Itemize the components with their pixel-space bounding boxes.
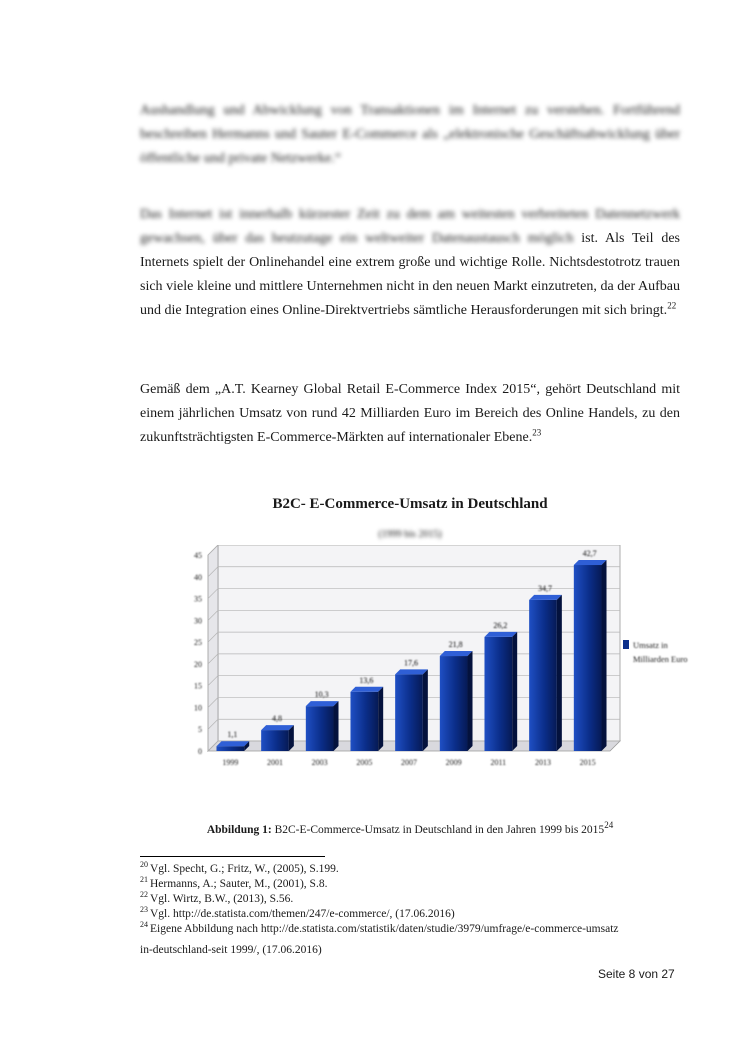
bar-side	[378, 687, 383, 751]
y-tick-label: 20	[194, 659, 202, 669]
y-tick-label: 25	[194, 638, 202, 648]
footnote-number: 22	[140, 890, 148, 900]
footnote-number: 21	[140, 875, 148, 885]
paragraph-text: Gemäß dem „A.T. Kearney Global Retail E-Commerce Index 2015“, gehört Deutschland mit einem jährlichen Umsatz von rund 42 Milliarden Euro im Bereich des Online Handels, zu den zukunftsträchtigsten E-Commerce-Märkten auf internationaler Ebene.	[140, 382, 680, 445]
y-tick-label: 0	[198, 747, 202, 756]
x-tick-label: 2009	[445, 758, 462, 767]
paragraph-transaction-definition	[140, 99, 680, 171]
x-tick-label: 2015	[579, 758, 596, 767]
x-tick-label: 2007	[401, 758, 417, 767]
y-tick-label: 45	[194, 551, 202, 560]
bar-front	[350, 692, 378, 751]
x-tick-label: 2001	[267, 758, 283, 767]
legend-swatch	[623, 640, 629, 649]
footnote-number: 23	[140, 905, 148, 915]
bar-chart	[170, 545, 720, 785]
x-tick-label: 2003	[311, 758, 328, 767]
paragraph-text: Aushandlung und Abwicklung von Transaktionen im Internet zu verstehen. Fortführend beschreiben Hermanns und Sauter E-Commerce als „elektronische Geschäftsabwicklung über öffentliche und private Netzwerke.“	[140, 103, 680, 166]
bar-data-label: 17,6	[404, 658, 418, 668]
footnote-text: Vgl. http://de.statista.com/themen/247/e-commerce/, (17.06.2016)	[150, 908, 455, 920]
x-tick-label: 1999	[222, 758, 239, 767]
footnote-reference: 22	[667, 300, 677, 311]
footnote-reference: 23	[532, 427, 542, 438]
footnote-text: Hermanns, A.; Sauter, M., (2001), S.8.	[150, 878, 328, 890]
bar-front	[529, 600, 557, 751]
footnote-text: Vgl. Wirtz, B.W., (2013), S.56.	[150, 893, 294, 905]
y-tick-label: 5	[198, 725, 202, 735]
bar-top	[484, 632, 517, 637]
bar-side	[423, 669, 428, 751]
footnote-continuation: in-deutschland-seit 1999/, (17.06.2016)	[140, 944, 322, 956]
y-tick-label: 10	[194, 703, 202, 713]
paragraph-blurred-text: Das Internet ist innerhalb kürzester Zeit zu dem am weitesten verbreiteten Datennetzwerk gewachsen, über das heutzutage ein weltweiter Datenaustausch möglich	[140, 207, 680, 246]
bar-front	[306, 706, 334, 751]
paragraph-internet	[140, 203, 680, 323]
bar-data-label: 26,2	[493, 620, 508, 630]
bar-top	[261, 725, 294, 730]
bar-data-label: 42,7	[582, 549, 597, 559]
bar-top	[574, 560, 607, 565]
bar-data-label: 13,6	[359, 675, 374, 685]
bar-data-label: 34,7	[538, 583, 552, 593]
bar-top	[306, 701, 339, 706]
x-tick-label: 2011	[490, 758, 507, 767]
bar-front	[261, 730, 289, 751]
x-tick-label: 2005	[356, 758, 373, 767]
bar-top	[395, 669, 428, 674]
bar-front	[574, 565, 602, 751]
x-tick-label: 2013	[535, 758, 551, 767]
legend-label: Milliarden Euro	[633, 654, 688, 664]
paragraph-kearney-index	[140, 378, 680, 450]
caption-label: Abbildung 1:	[206, 824, 272, 836]
page-number: Seite 8 von 27	[598, 967, 675, 981]
footnote-text: Vgl. Specht, G.; Fritz, W., (2005), S.199.	[150, 863, 339, 875]
footnote-item	[140, 892, 700, 907]
footnote-number: 20	[140, 860, 148, 870]
legend-label: Umsatz in	[633, 640, 668, 650]
footnote-reference: 24	[604, 820, 614, 831]
footnote-list	[140, 862, 700, 958]
bar-side	[334, 701, 339, 751]
footnote-item	[140, 922, 700, 958]
chart-subtitle: (1999 bis 2015)	[378, 529, 442, 540]
footnote-text: Eigene Abbildung nach http://de.statista.com/statistik/daten/studie/3979/umfrage/e-commerce-umsatz	[150, 923, 619, 935]
chart-side-wall	[208, 545, 218, 751]
footnote-number: 24	[140, 920, 148, 930]
bar-data-label: 21,8	[448, 640, 463, 650]
bar-front	[440, 656, 468, 751]
bar-side	[557, 595, 562, 751]
footnote-item	[140, 877, 700, 892]
bar-top	[529, 595, 562, 600]
bar-front	[395, 674, 423, 751]
footnote-divider	[140, 856, 325, 857]
bar-top	[350, 687, 383, 692]
bar-front	[484, 637, 512, 751]
y-tick-label: 35	[194, 594, 202, 604]
chart-legend	[623, 640, 688, 664]
y-tick-label: 30	[194, 616, 202, 626]
y-tick-label: 40	[194, 572, 202, 582]
bar-data-label: 4,8	[272, 714, 282, 724]
figure-caption	[140, 820, 680, 836]
bar-front	[216, 746, 244, 751]
y-tick-label: 15	[194, 681, 202, 691]
caption-text: B2C-E-Commerce-Umsatz in Deutschland in den Jahren 1999 bis 2015	[271, 824, 605, 836]
bar-data-label: 1,1	[227, 730, 238, 740]
chart-title: B2C- E-Commerce-Umsatz in Deutschland	[272, 496, 548, 512]
bar-side	[468, 651, 473, 751]
bar-side	[602, 560, 607, 751]
bar-data-label: 10,3	[314, 690, 329, 700]
bar-side	[512, 632, 517, 751]
footnote-item	[140, 862, 700, 877]
bar-top	[440, 651, 473, 656]
footnote-item	[140, 907, 700, 922]
paragraph-text: ist. Als Teil des Internets spielt der Onlinehandel eine extrem große und wichtige Rolle. Nichtsdestotrotz trauen sich viele kleine und mittlere Unternehmen nicht in den neuen Markt einzutreten, da der Aufbau und die Integration eines Online-Direktvertriebs sämtliche Herausforderungen mit sich bringt.	[140, 231, 680, 318]
bar-top	[216, 741, 249, 746]
